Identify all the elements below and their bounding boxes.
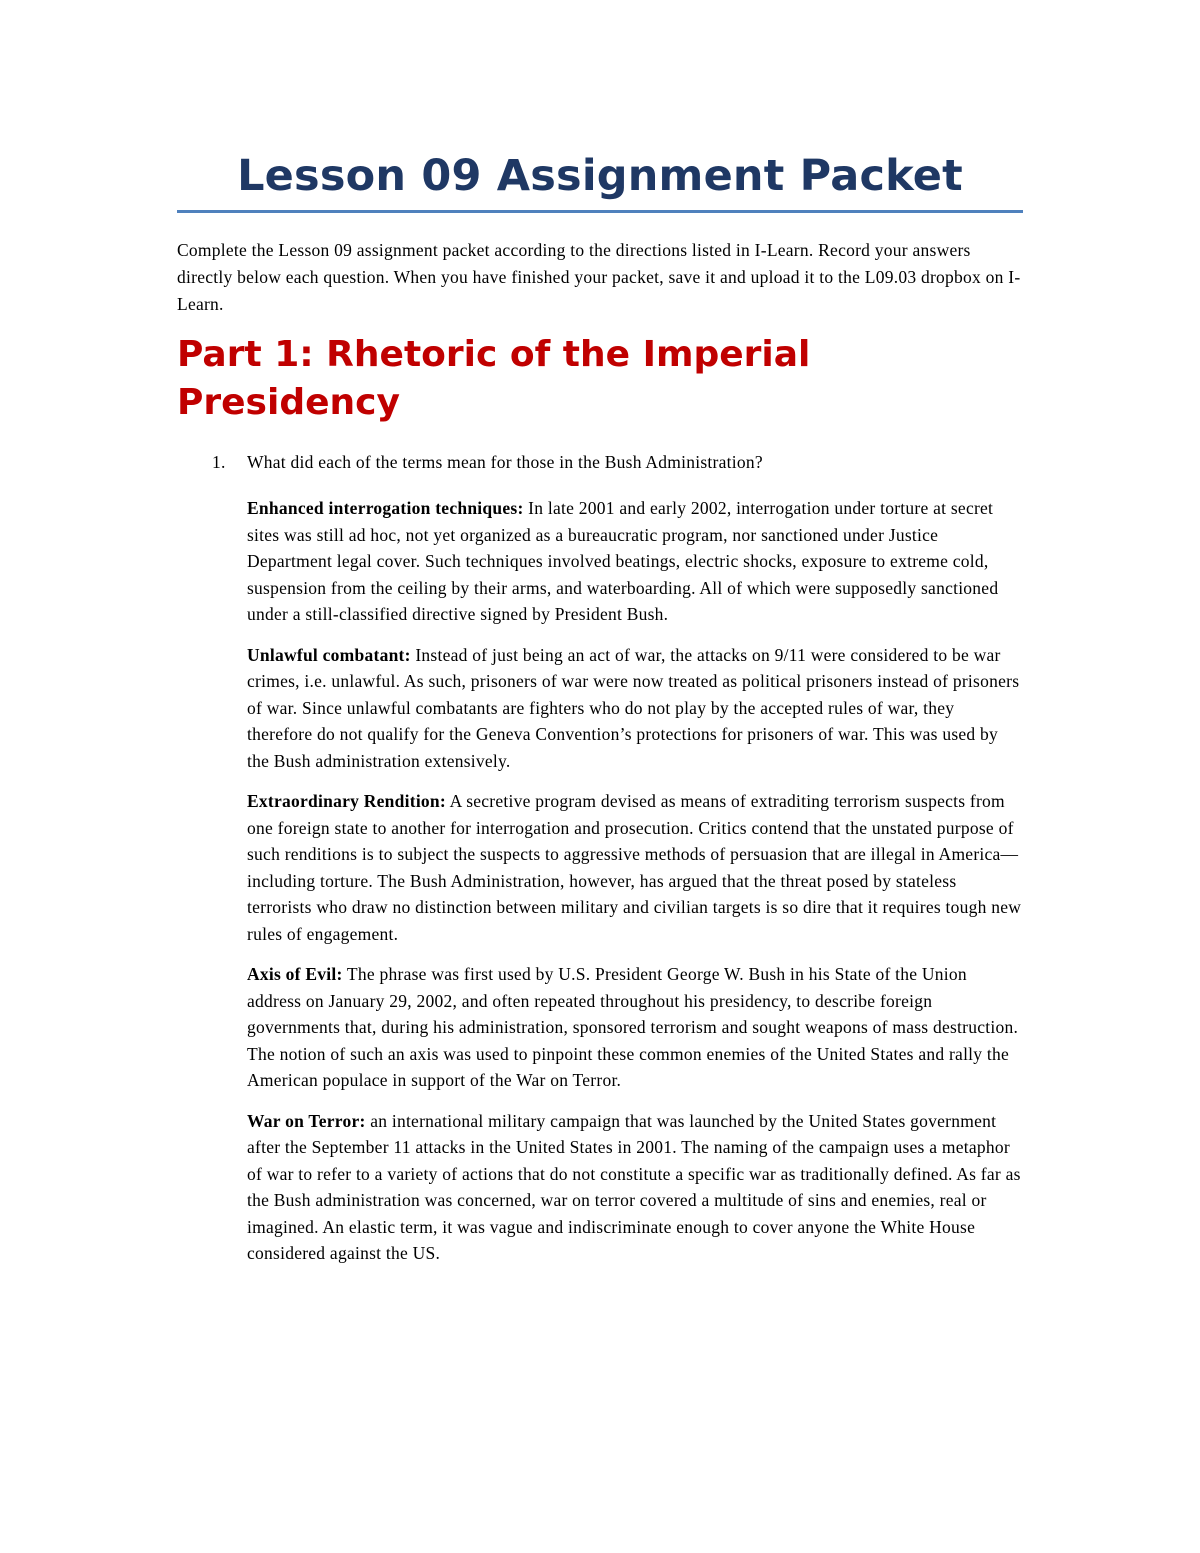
answer-term: Enhanced interrogation techniques: [247,498,524,518]
document-page [177,148,1023,1281]
answer-body: The phrase was first used by U.S. President George W. Bush in his State of the Union address on January 29, 2002, and often repeated throughout his presidency, to describe foreign governments that, during his administration, sponsored terrorism and sought weapons of mass destruction. The notion of such an axis was used to pinpoint these common enemies of the United States and rally the American populace in support of the War on Terror. [247,964,1019,1090]
question-number: 1. [212,452,226,472]
part-heading: Part 1: Rhetoric of the Imperial Presidency [177,334,811,423]
answer-paragraph [247,642,1023,775]
answer-body: Instead of just being an act of war, the attacks on 9/11 were considered to be war crimes, i.e. unlawful. As such, prisoners of war were now treated as political prisoners instead of prisoners of war. Since unlawful combatants are fighters who do not play by the accepted rules of war, they therefore do not qualify for the Geneva Convention’s protections for prisoners of war. This was used by the Bush administration extensively. [247,644,1020,771]
answer-paragraph [247,961,1023,1094]
answer-paragraph [247,788,1023,947]
question-text: What did each of the terms mean for those in the Bush Administration? [247,452,763,472]
answer-term: War on Terror: [247,1110,366,1131]
answer-paragraph [247,495,1023,628]
title-underline-rule [177,210,1023,213]
intro-paragraph: Complete the Lesson 09 assignment packet according to the directions listed in I-Learn. Record your answers directly below each question. When you have finished your packet, save it and upload it to the L09.03 dropbox on I-Learn. [177,240,1021,314]
question-list [177,449,1023,476]
answer-paragraph [247,1108,1023,1267]
document-title: Lesson 09 Assignment Packet [237,151,963,201]
answer-body: A secretive program devised as means of extraditing terrorism suspects from one foreign state to another for interrogation and prosecution. Critics contend that the unstated purpose of such renditions is to subject the suspects to aggressive methods of persuasion that are illegal in America—including torture. The Bush Administration, however, has argued that the threat posed by stateless terrorists who draw no distinction between military and civilian targets is so dire that it requires tough new rules of engagement. [247,791,1022,944]
answer-term: Axis of Evil: [247,964,343,984]
answer-body: an international military campaign that was launched by the United States government after the September 11 attacks in the United States in 2001. The naming of the campaign uses a metaphor of war to refer to a variety of actions that do not constitute a specific war as traditionally defined. As far as the Bush administration was concerned, war on terror covered a multitude of sins and enemies, real or imagined. An elastic term, it was vague and indiscriminate enough to cover anyone the White House considered against the US. [247,1110,1021,1263]
answer-term: Unlawful combatant: [247,644,411,665]
answers-block [247,495,1023,1267]
answer-term: Extraordinary Rendition: [247,791,446,811]
question-item [177,449,1023,476]
answer-body: In late 2001 and early 2002, interrogation under torture at secret sites was still ad hoc, not yet organized as a bureaucratic program, nor sanctioned under Justice Department legal cover. Such techniques involved beatings, electric shocks, exposure to extreme cold, suspension from the ceiling by their arms, and waterboarding. All of which were supposedly sanctioned under a still-classified directive signed by President Bush. [247,498,999,624]
